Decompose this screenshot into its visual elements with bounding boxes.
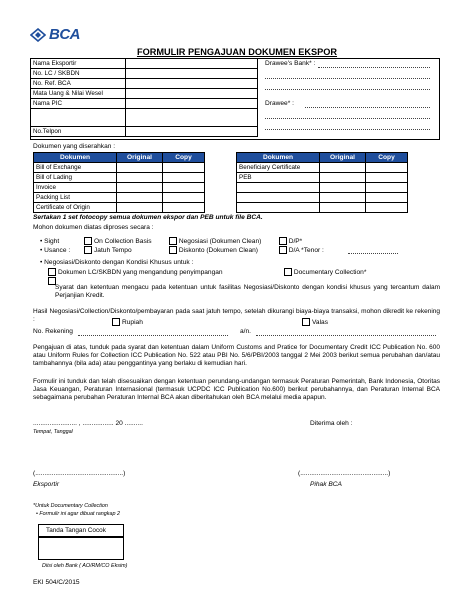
diskonto-clean-label: Diskonto (Dokumen Clean): [178, 246, 259, 254]
footnote-rangkap: [36, 511, 120, 517]
doc-name: Packing List: [34, 193, 117, 203]
original-cell[interactable]: [320, 193, 366, 203]
nego-paragraph: Syarat dan ketentuan mengacu pada ketentuan untuk fasilitas Negosiasi/Diskonto dengan kondisi khusus yang tercantum dalam Perjanjian Kredit.: [55, 284, 440, 300]
diisi-label: Diisi oleh Bank ( AO/RM/CO Eksim): [42, 563, 128, 569]
col-header: Copy: [163, 153, 205, 163]
copy-cell[interactable]: [163, 193, 205, 203]
signature-right[interactable]: (................................................): [298, 470, 391, 477]
original-cell[interactable]: [320, 183, 366, 193]
on-collection-checkbox[interactable]: [84, 237, 92, 245]
table-row: [34, 183, 205, 193]
col-header: Copy: [366, 153, 408, 163]
original-cell[interactable]: [117, 193, 163, 203]
dp-checkbox[interactable]: [279, 237, 287, 245]
da-label: D/A *Tenor :: [288, 246, 324, 254]
copy-cell[interactable]: [366, 173, 408, 183]
valas-checkbox[interactable]: [302, 318, 310, 326]
negosiasi-clean-checkbox[interactable]: [169, 237, 177, 245]
doc-name: Beneficiary Certificate: [237, 163, 320, 173]
documents-table-right: [236, 152, 408, 213]
field-label: No. LC / SKBDN: [31, 69, 126, 79]
field-value[interactable]: [126, 99, 258, 109]
exporter-fields-table: [30, 58, 258, 137]
jatuh-tempo-label: Jatuh Tempo: [94, 246, 132, 254]
copy-cell[interactable]: [366, 193, 408, 203]
table-row: [34, 163, 205, 173]
footnote-rangkap-text: Formulir ini agar dibuat rangkap 2: [39, 511, 120, 517]
an-label: a/n.: [240, 328, 251, 335]
col-header: Dokumen: [34, 153, 117, 163]
date-line[interactable]: ........................ , ................. 20 ..........: [33, 420, 143, 427]
field-value[interactable]: [126, 127, 258, 137]
copy-cell[interactable]: [163, 163, 205, 173]
copy-cell[interactable]: [366, 163, 408, 173]
bca-emblem-icon: [30, 28, 46, 42]
copy-cell[interactable]: [366, 203, 408, 213]
rupiah-checkbox[interactable]: [112, 318, 120, 326]
form-title: FORMULIR PENGAJUAN DOKUMEN EKSPOR: [136, 47, 338, 57]
original-cell[interactable]: [320, 203, 366, 213]
ttd-label: Tanda Tangan Cocok: [46, 527, 106, 534]
original-cell[interactable]: [117, 183, 163, 193]
field-label: No.Telpon: [31, 127, 126, 137]
nego-title: Negosiasi/Diskonto dengan Kondisi Khusus untuk :: [44, 259, 194, 266]
copy-cell[interactable]: [163, 173, 205, 183]
table-row: [237, 173, 408, 183]
drawee-line-2[interactable]: [265, 118, 430, 119]
drawee-bank-line-1[interactable]: [318, 67, 430, 68]
drawee-bank-line-2[interactable]: [265, 78, 430, 79]
no-rek-label: No. Rekening: [33, 328, 73, 335]
table-row: [237, 163, 408, 173]
field-value[interactable]: [126, 109, 258, 127]
table-row: [31, 127, 258, 137]
doc-name: PEB: [237, 173, 320, 183]
drawee-line-3[interactable]: [265, 129, 430, 130]
col-header: Original: [320, 153, 366, 163]
field-label: [31, 109, 126, 127]
signature-left[interactable]: (................................................): [33, 470, 126, 477]
col-header: Original: [117, 153, 163, 163]
original-cell[interactable]: [320, 173, 366, 183]
usance-row: [40, 246, 324, 254]
copy-cell[interactable]: [366, 183, 408, 193]
doc-name: [237, 203, 320, 213]
sight-label: Sight: [44, 237, 60, 245]
no-rek-line[interactable]: [78, 335, 228, 336]
doc-name: [237, 193, 320, 203]
table-row: [31, 79, 258, 89]
penyimpangan-checkbox[interactable]: [48, 268, 56, 276]
dp-label: D/P*: [288, 237, 303, 245]
penyimpangan-label: Dokumen LC/SKBDN yang mengandung penyimpangan: [58, 268, 223, 276]
sight-row: [40, 237, 302, 245]
original-cell[interactable]: [320, 163, 366, 173]
negosiasi-clean-label: Negosiasi (Dokumen Clean): [178, 237, 262, 245]
documents-table-left: [33, 152, 205, 213]
on-collection-label: On Collection Basis: [94, 237, 152, 245]
drawee-label: Drawee* :: [265, 100, 294, 107]
tenor-line[interactable]: [348, 253, 398, 254]
drawee-bank-line-3[interactable]: [265, 89, 430, 90]
table-row: [237, 203, 408, 213]
doc-name: Certificate of Origin: [34, 203, 117, 213]
nego-title-row: [40, 259, 193, 266]
doc-collection-checkbox[interactable]: [284, 268, 292, 276]
table-row: [34, 203, 205, 213]
copy-note: Sertakan 1 set fotocopy semua dokumen ekspor dan PEB untuk file BCA.: [33, 214, 263, 221]
copy-cell[interactable]: [163, 203, 205, 213]
doc-collection-label: Documentary Collection*: [293, 268, 367, 276]
original-cell[interactable]: [117, 203, 163, 213]
formulir-paragraph: Formulir ini tunduk dan telah disesuaikan dengan ketentuan perundang-undangan termasuk Peraturan Pemerintah, Bank Indonesia, Otoritas Jasa Keuangan, Peraturan Internasional (termasuk UCPDC ICC Publication No.600) berikut perubahannya, dan Peraturan Internal BCA sebagaimana perubahan Peraturan Internal BCA akan diberitahukan oleh BCA melalui media apapun.: [33, 378, 440, 402]
docs-label: Dokumen yang diserahkan :: [33, 143, 116, 150]
table-row: [237, 193, 408, 203]
bca-logo: [30, 26, 80, 43]
doc-name: [237, 183, 320, 193]
rupiah-label: Rupiah: [122, 318, 143, 326]
eksportir-label: Eksportir: [33, 481, 60, 488]
field-label: Nama PIC: [31, 99, 126, 109]
an-line[interactable]: [256, 335, 436, 336]
field-value[interactable]: [126, 59, 258, 69]
valas-row: [300, 318, 328, 326]
doc-name: Bill of Lading: [34, 173, 117, 183]
ttd-sign-box[interactable]: [38, 536, 124, 560]
da-checkbox[interactable]: [279, 246, 287, 254]
table-row: [31, 59, 258, 69]
field-label: Mata Uang & Nilai Wesel: [31, 89, 126, 99]
form-code: EKI 504/C/2015: [33, 579, 80, 586]
field-value[interactable]: [126, 69, 258, 79]
field-label: No. Ref. BCA: [31, 79, 126, 89]
field-label: Nama Eksportir: [31, 59, 126, 69]
field-value[interactable]: [126, 79, 258, 89]
col-header: Dokumen: [237, 153, 320, 163]
tempat-tanggal-label: Tempat, Tanggal: [33, 429, 73, 435]
bullet-icon: •: [40, 246, 43, 254]
usance-label: Usance :: [44, 246, 71, 254]
bullet-icon: •: [36, 511, 38, 517]
table-row: [237, 183, 408, 193]
jatuh-tempo-checkbox[interactable]: [84, 246, 92, 254]
process-label: Mohon dokumen diatas diproses secara :: [33, 224, 154, 231]
original-cell[interactable]: [117, 173, 163, 183]
bullet-icon: •: [40, 237, 43, 245]
pihak-bca-label: Pihak BCA: [310, 481, 342, 488]
copy-cell[interactable]: [163, 183, 205, 193]
hasil-paragraph: Hasil Negosiasi/Collection/Diskonto/pembayaran pada saat jatuh tempo, setelah dikurangi biaya-biaya transaksi, mohon dikredit ke rekening :: [33, 308, 440, 324]
diterima-label: Diterima oleh :: [310, 420, 353, 427]
bca-logo-text: BCA: [49, 26, 80, 43]
table-row: [31, 99, 258, 109]
original-cell[interactable]: [117, 163, 163, 173]
table-row: [31, 89, 258, 99]
diskonto-clean-checkbox[interactable]: [169, 246, 177, 254]
field-value[interactable]: [126, 89, 258, 99]
bullet-icon: •: [40, 259, 43, 266]
doc-name: Bill of Exchange: [34, 163, 117, 173]
drawee-line-1[interactable]: [305, 107, 430, 108]
nego-options-row: [46, 268, 366, 276]
table-row: [31, 109, 258, 127]
pengajuan-paragraph: Pengajuan di atas, tunduk pada syarat dan ketentuan dalam Uniform Customs and Pratice for Documentary Credit ICC Publication No. 600 atau Uniform Rules for Collection ICC Publication No. 522 atau PBI No. 5/6/PBI/2003 tanggal 2 Mei 2003 berikut semua perubahan dan/atau tambahannya (bila ada) atau penggantinya yang berlaku di kemudian hari.: [33, 344, 440, 368]
footnote-collection: *Untuk Documentary Collection: [33, 503, 108, 509]
table-row: [31, 69, 258, 79]
table-row: [34, 193, 205, 203]
valas-label: Valas: [312, 318, 329, 326]
drawee-bank-label: Drawee's Bank* :: [265, 60, 316, 67]
doc-name: Invoice: [34, 183, 117, 193]
rupiah-row: [110, 318, 143, 326]
table-row: [34, 173, 205, 183]
